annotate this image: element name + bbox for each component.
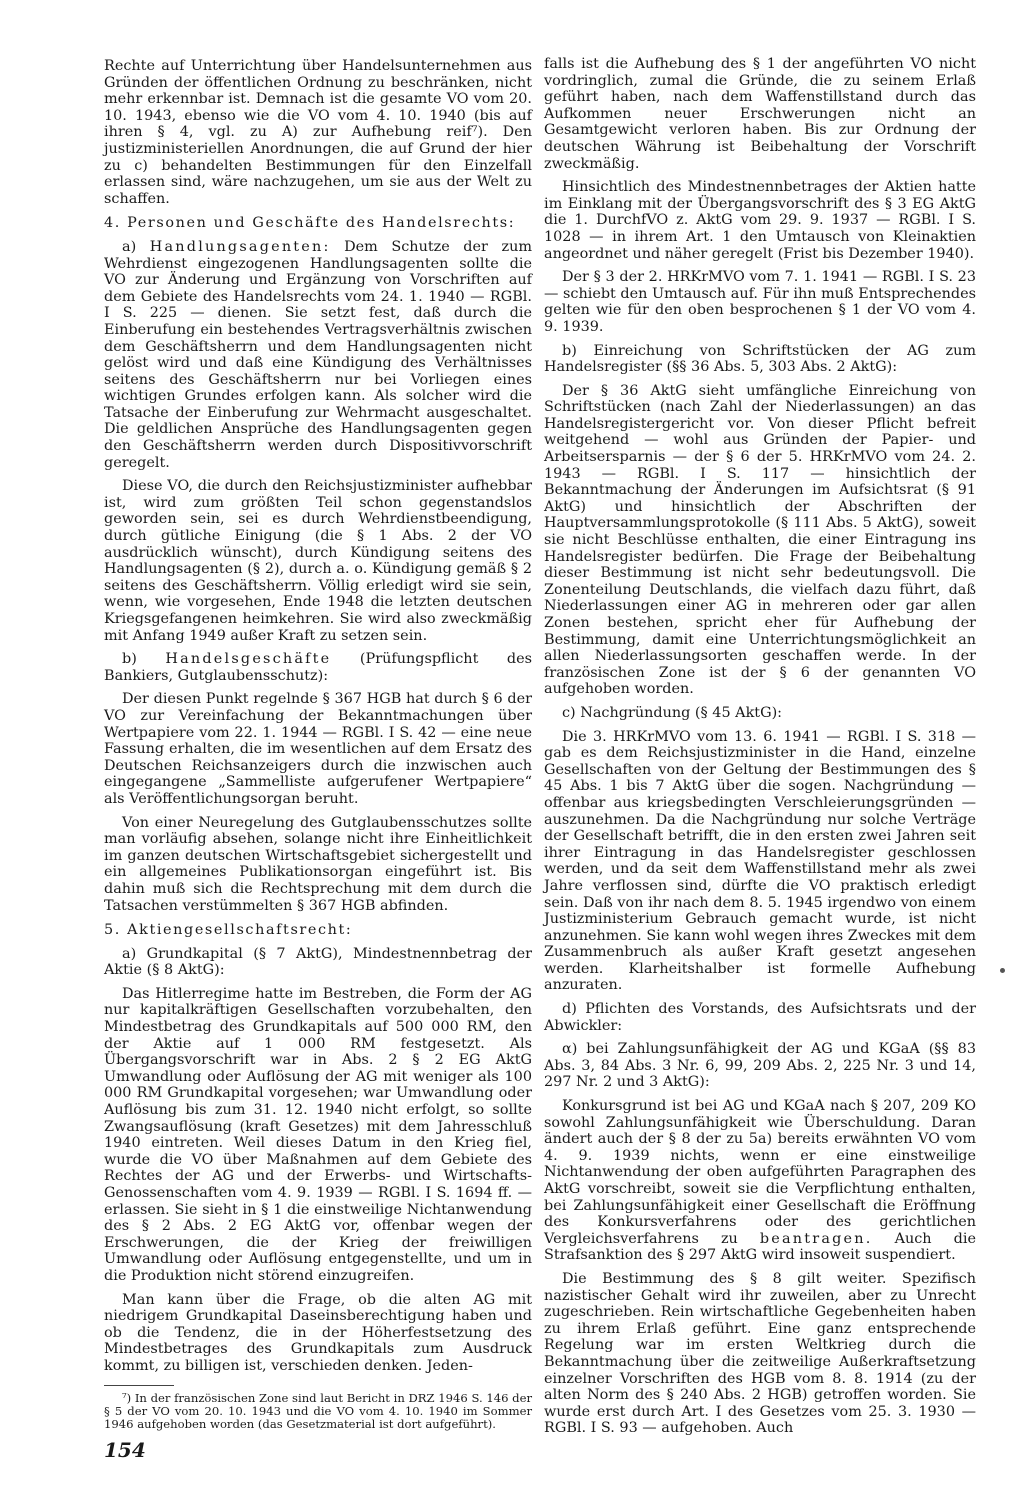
subheading: b) Einreichung von Schriftstücken der AG zum Handelsregister (§§ 36 Abs. 5, 303 Abs. 2 AktG): (544, 342, 976, 376)
paragraph-handlungsagenten (104, 239, 532, 471)
paragraph-konkursgrund: Konkursgrund ist bei AG und KGaA nach § 207, 209 KO sowohl Zahlungsunfähigkeit wie Überschuldung. Daran ändert auch der § 8 der zu 5a) bereits erwähnten VO vom 4. 9. 1939 nichts, wenn er eine einstweilige Nichtanwendung der oben aufgeführten Paragraphen des AktG vorschreibt, soweit sie die Verpflichtung enthalten, bei Zahlungsunfähigkeit einer Gesellschaft die Eröffnung des Konkursverfahrens oder des gerichtlichen Vergleichsverfahrens zu beantragen. Auch die Strafsanktion des § 297 AktG wird insoweit suspendiert. (544, 1098, 976, 1264)
section-heading-5 (104, 922, 532, 939)
item-label: b) (122, 651, 137, 668)
spaced-word: beantragen. (759, 1230, 873, 1247)
footnote: ⁷) In der französischen Zone sind laut Bericht in DRZ 1946 S. 146 der § 5 der VO vom 20. 10. 1943 und die VO vom 4. 10. 1940 im Sommer 1946 aufgehoben worden (das Gesetzmaterial ist dort aufgeführt). (104, 1390, 532, 1432)
paragraph: Der diesen Punkt regelnde § 367 HGB hat durch § 6 der VO zur Vereinfachung der Bekanntmachungen über Wertpapiere vom 22. 1. 1944 — RGBl. I S. 42 — eine neue Fassung erhalten, die im wesentlichen auf dem Ersatz des Deutschen Reichsanzeigers durch die inzwischen auch eingegangene „Sammelliste aufgerufener Wertpapiere“ als Veröffentlichungsorgan beruht. (104, 691, 532, 807)
section-title: Personen und Geschäfte des Handelsrechts: (127, 215, 516, 232)
item-subtitle: (Prüfungspflicht des Bankiers, Gutglaubensschutz): (104, 651, 533, 684)
page-number: 154 (104, 1438, 146, 1462)
subheading-handelsgeschaefte (104, 651, 532, 684)
footnote-rule (104, 1385, 174, 1386)
paragraph: Hinsichtlich des Mindestnennbetrages der Aktien hatte im Einklang mit der Übergangsvorschrift des § 3 EG AktG die 1. DurchfVO z. AktG vom 29. 9. 1937 — RGBl. I S. 1028 — in ihrem Art. 1 den Umtausch von Kleinaktien angeordnet und näher geregelt (Frist bis Dezember 1940). (544, 179, 976, 262)
paragraph: Von einer Neuregelung des Gutglaubensschutzes sollte man vorläufig absehen, solange nicht ihre Einheitlichkeit im ganzen deutschen Wirtschaftsgebiet sichergestellt und ein allgemeines Publikationsorgan eingeführt ist. Bis dahin muß sich die Rechtsprechung mit dem durch die Tatsachen verstümmelten § 367 HGB abfinden. (104, 814, 532, 914)
subheading: a) Grundkapital (§ 7 AktG), Mindestnennbetrag der Aktie (§ 8 AktG): (104, 945, 532, 979)
subheading: d) Pflichten des Vorstands, des Aufsichtsrats und der Abwickler: (544, 1001, 976, 1034)
paragraph: Diese VO, die durch den Reichsjustizminister aufhebbar ist, wird zum größten Teil schon gegenstandslos geworden sein, sei es durch Wehrdienstbeendigung, durch gütliche Einigung (die § 1 Abs. 2 der VO ausdrücklich wünscht), durch Kündigung seitens des Handlungsagenten (§ 2), durch a. o. Kündigung gemäß § 2 seitens des Geschäftsherrn. Völlig erledigt wird sie sein, wenn, wie vorgesehen, Ende 1948 die letzten deutschen Kriegsgefangenen heimkehren. Sie wird also zweckmäßig mit Anfang 1949 außer Kraft zu setzen sein. (104, 478, 532, 644)
paragraph: Der § 3 der 2. HRKrMVO vom 7. 1. 1941 — RGBl. I S. 23 — schiebt den Umtausch auf. Für ihn muß Entsprechendes gelten wie für den oben besprochenen § 1 der VO vom 4. 9. 1939. (544, 269, 976, 335)
paragraph: Der § 36 AktG sieht umfängliche Einreichung von Schriftstücken (nach Zahl der Niederlassungen) an das Handelsregistergericht vor. Von dieser Pflicht befreit weitgehend — wohl aus Gründen der Papier- und Arbeitsersparnis — der § 6 der 5. HRKrMVO vom 24. 2. 1943 — RGBl. I S. 117 — hinsichtlich der Bekanntmachung der Änderungen im Aufsichtsrat (§ 91 AktG) und hinsichtlich der Abschriften der Hauptversammlungsprotokolle (§ 111 Abs. 5 AktG), soweit sie nicht Beschlüsse enthalten, die einer Eintragung ins Handelsregister bedürfen. Die Frage der Beibehaltung dieser Bestimmung ist nicht sehr bedeutungsvoll. Die Zonenteilung Deutschlands, die vielfach dazu führt, daß Niederlassungen einer AG in mehreren oder gar allen Zonen bestehen, spricht eher für Aufhebung der Bestimmung, damit eine Unterrichtungsmöglichkeit an allen Niederlassungsorten geschaffen werde. In der französischen Zone ist der § 6 der genannten VO aufgehoben worden. (544, 382, 976, 698)
margin-mark (1000, 968, 1005, 973)
paragraph: Man kann über die Frage, ob die alten AG mit niedrigem Grundkapital Daseinsberechtigung haben und ob die Tendenz, die in der Höherfestsetzung des Mindestbetrages des Grundkapitals zum Ausdruck kommt, zu billigen ist, verschieden denken. Jeden- (104, 1291, 532, 1374)
section-number: 4. (104, 215, 121, 232)
item-title: Handlungsagenten: (149, 238, 331, 255)
section-number: 5. (104, 922, 121, 939)
item-label: a) (122, 238, 137, 255)
subheading: c) Nachgründung (§ 45 AktG): (562, 704, 783, 721)
right-column (544, 56, 976, 1444)
item-title: Handelsgeschäfte (165, 651, 332, 668)
left-column (104, 58, 532, 1439)
section-title: Aktiengesellschaftsrecht: (127, 922, 353, 939)
item-text: Dem Schutze der zum Wehrdienst eingezogenen Handlungsagenten sollte die VO zur Änderung und Ergänzung von Vorschriften auf dem Gebiete des Handelsrechts vom 24. 1. 1940 — RGBl. I S. 225 — dienen. Sie setzt fest, daß durch die Einberufung ein bestehendes Vertragsverhältnis zwischen dem Geschäftsherrn und dem Handlungsagenten nicht gelöst wird und daß eine Kündigung des Verhältnisses seitens des Geschäftsherrn nur bei Vorliegen eines wichtigen Grundes erfolgen kann. Als solcher wird die Tatsache der Einberufung zur Wehrmacht ausgeschaltet. Die geldlichen Ansprüche des Handlungsagenten gegen den Geschäftsherrn werden durch Dispositivvorschrift geregelt. (104, 238, 532, 471)
subheading: α) bei Zahlungsunfähigkeit der AG und KGaA (§§ 83 Abs. 3, 84 Abs. 3 Nr. 6, 99, 209 Abs. 2, 225 Nr. 3 und 14, 297 Nr. 2 und 3 AktG): (544, 1041, 976, 1091)
paragraph: falls ist die Aufhebung des § 1 der angeführten VO nicht vordringlich, zumal die Gründe, die zu seinem Erlaß geführt haben, nach dem Waffenstillstand durch das Aufkommen neuer Erschwerungen nicht an Gesamtgewicht verloren haben. Bis zur Ordnung der deutschen Währung ist Beibehaltung der Vorschrift zweckmäßig. (544, 56, 976, 172)
paragraph: Die Bestimmung des § 8 gilt weiter. Spezifisch nazistischer Gehalt wird ihr zuweilen, aber zu Unrecht zugeschrieben. Rein wirtschaftliche Gegebenheiten haben zu ihrem Erlaß geführt. Eine ganz entsprechende Regelung war im ersten Weltkrieg durch die Bekanntmachung über die zeitweilige Außerkraftsetzung einzelner Vorschriften des HGB vom 8. 8. 1914 (zu der alten Norm des § 240 Abs. 2 HGB) getroffen worden. Sie wurde erst durch Art. I des Gesetzes vom 25. 3. 1930 — RGBl. I S. 93 — aufgehoben. Auch (544, 1270, 976, 1437)
paragraph: Rechte auf Unterrichtung über Handelsunternehmen aus Gründen der öffentlichen Ordnung zu beschränken, nicht mehr erkennbar ist. Demnach ist die gesamte VO vom 20. 10. 1943, ebenso wie die VO vom 4. 10. 1940 (bis auf ihren § 4, vgl. zu A) zur Aufhebung reif⁷). Den justizministeriellen Anordnungen, die auf Grund der hier zu c) behandelten Bestimmungen für den Einzelfall erlassen sind, wäre nachzugehen, um sie aus der Welt zu schaffen. (104, 58, 532, 207)
paragraph: Das Hitlerregime hatte im Bestreben, die Form der AG nur kapitalkräftigen Gesellschaften vorzubehalten, den Mindestbetrag des Grundkapitals auf 500 000 RM, den der Aktie auf 1 000 RM festgesetzt. Als Übergangsvorschrift war in Abs. 2 § 2 EG AktG Umwandlung oder Auflösung der AG mit weniger als 100 000 RM Grundkapital vorgesehen; war Umwandlung oder Auflösung bis zum 31. 12. 1940 nicht erfolgt, so sollte Zwangsauflösung (kraft Gesetzes) mit dem Jahresschluß 1940 eintreten. Weil dieses Datum in den Krieg fiel, wurde die VO über Maßnahmen auf dem Gebiete des Rechtes der AG und der Erwerbs- und Wirtschafts-Genossenschaften vom 4. 9. 1939 — RGBl. I S. 1694 ff. — erlassen. Sie sieht in § 1 die einstweilige Nichtanwendung des § 2 Abs. 2 EG AktG vor, offenbar wegen der Erschwerungen, die der Krieg der freiwilligen Umwandlung oder Auflösung entgegenstellte, und um in die Produktion nicht störend einzugreifen. (104, 985, 532, 1284)
paragraph: Die 3. HRKrMVO vom 13. 6. 1941 — RGBl. I S. 318 — gab es dem Reichsjustizminister in die Hand, einzelne Gesellschaften von der Geltung der Bestimmungen des § 45 Abs. 1 bis 7 AktG über die sogen. Nachgründung — offenbar aus kriegsbedingten Verschleierungsgründen — auszunehmen. Da die Nachgründung nur solche Verträge der Gesellschaft betrifft, die in den ersten zwei Jahren seit ihrer Eintragung in das Handelsregister geschlossen werden, und da seit dem Waffenstillstand mehr als zwei Jahre verflossen sind, dürfte die VO praktisch erledigt sein. Daß von ihr nach dem 8. 5. 1945 irgendwo von einem Justizministerium Gebrauch gemacht wurde, ist nicht anzunehmen. Sie kann wohl wegen ihres Zweckes mit dem Zusammenbruch als außer Kraft gesetzt angesehen werden. Klarheitshalber ist formelle Aufhebung anzuraten. (544, 728, 976, 994)
section-heading-4 (104, 215, 532, 232)
